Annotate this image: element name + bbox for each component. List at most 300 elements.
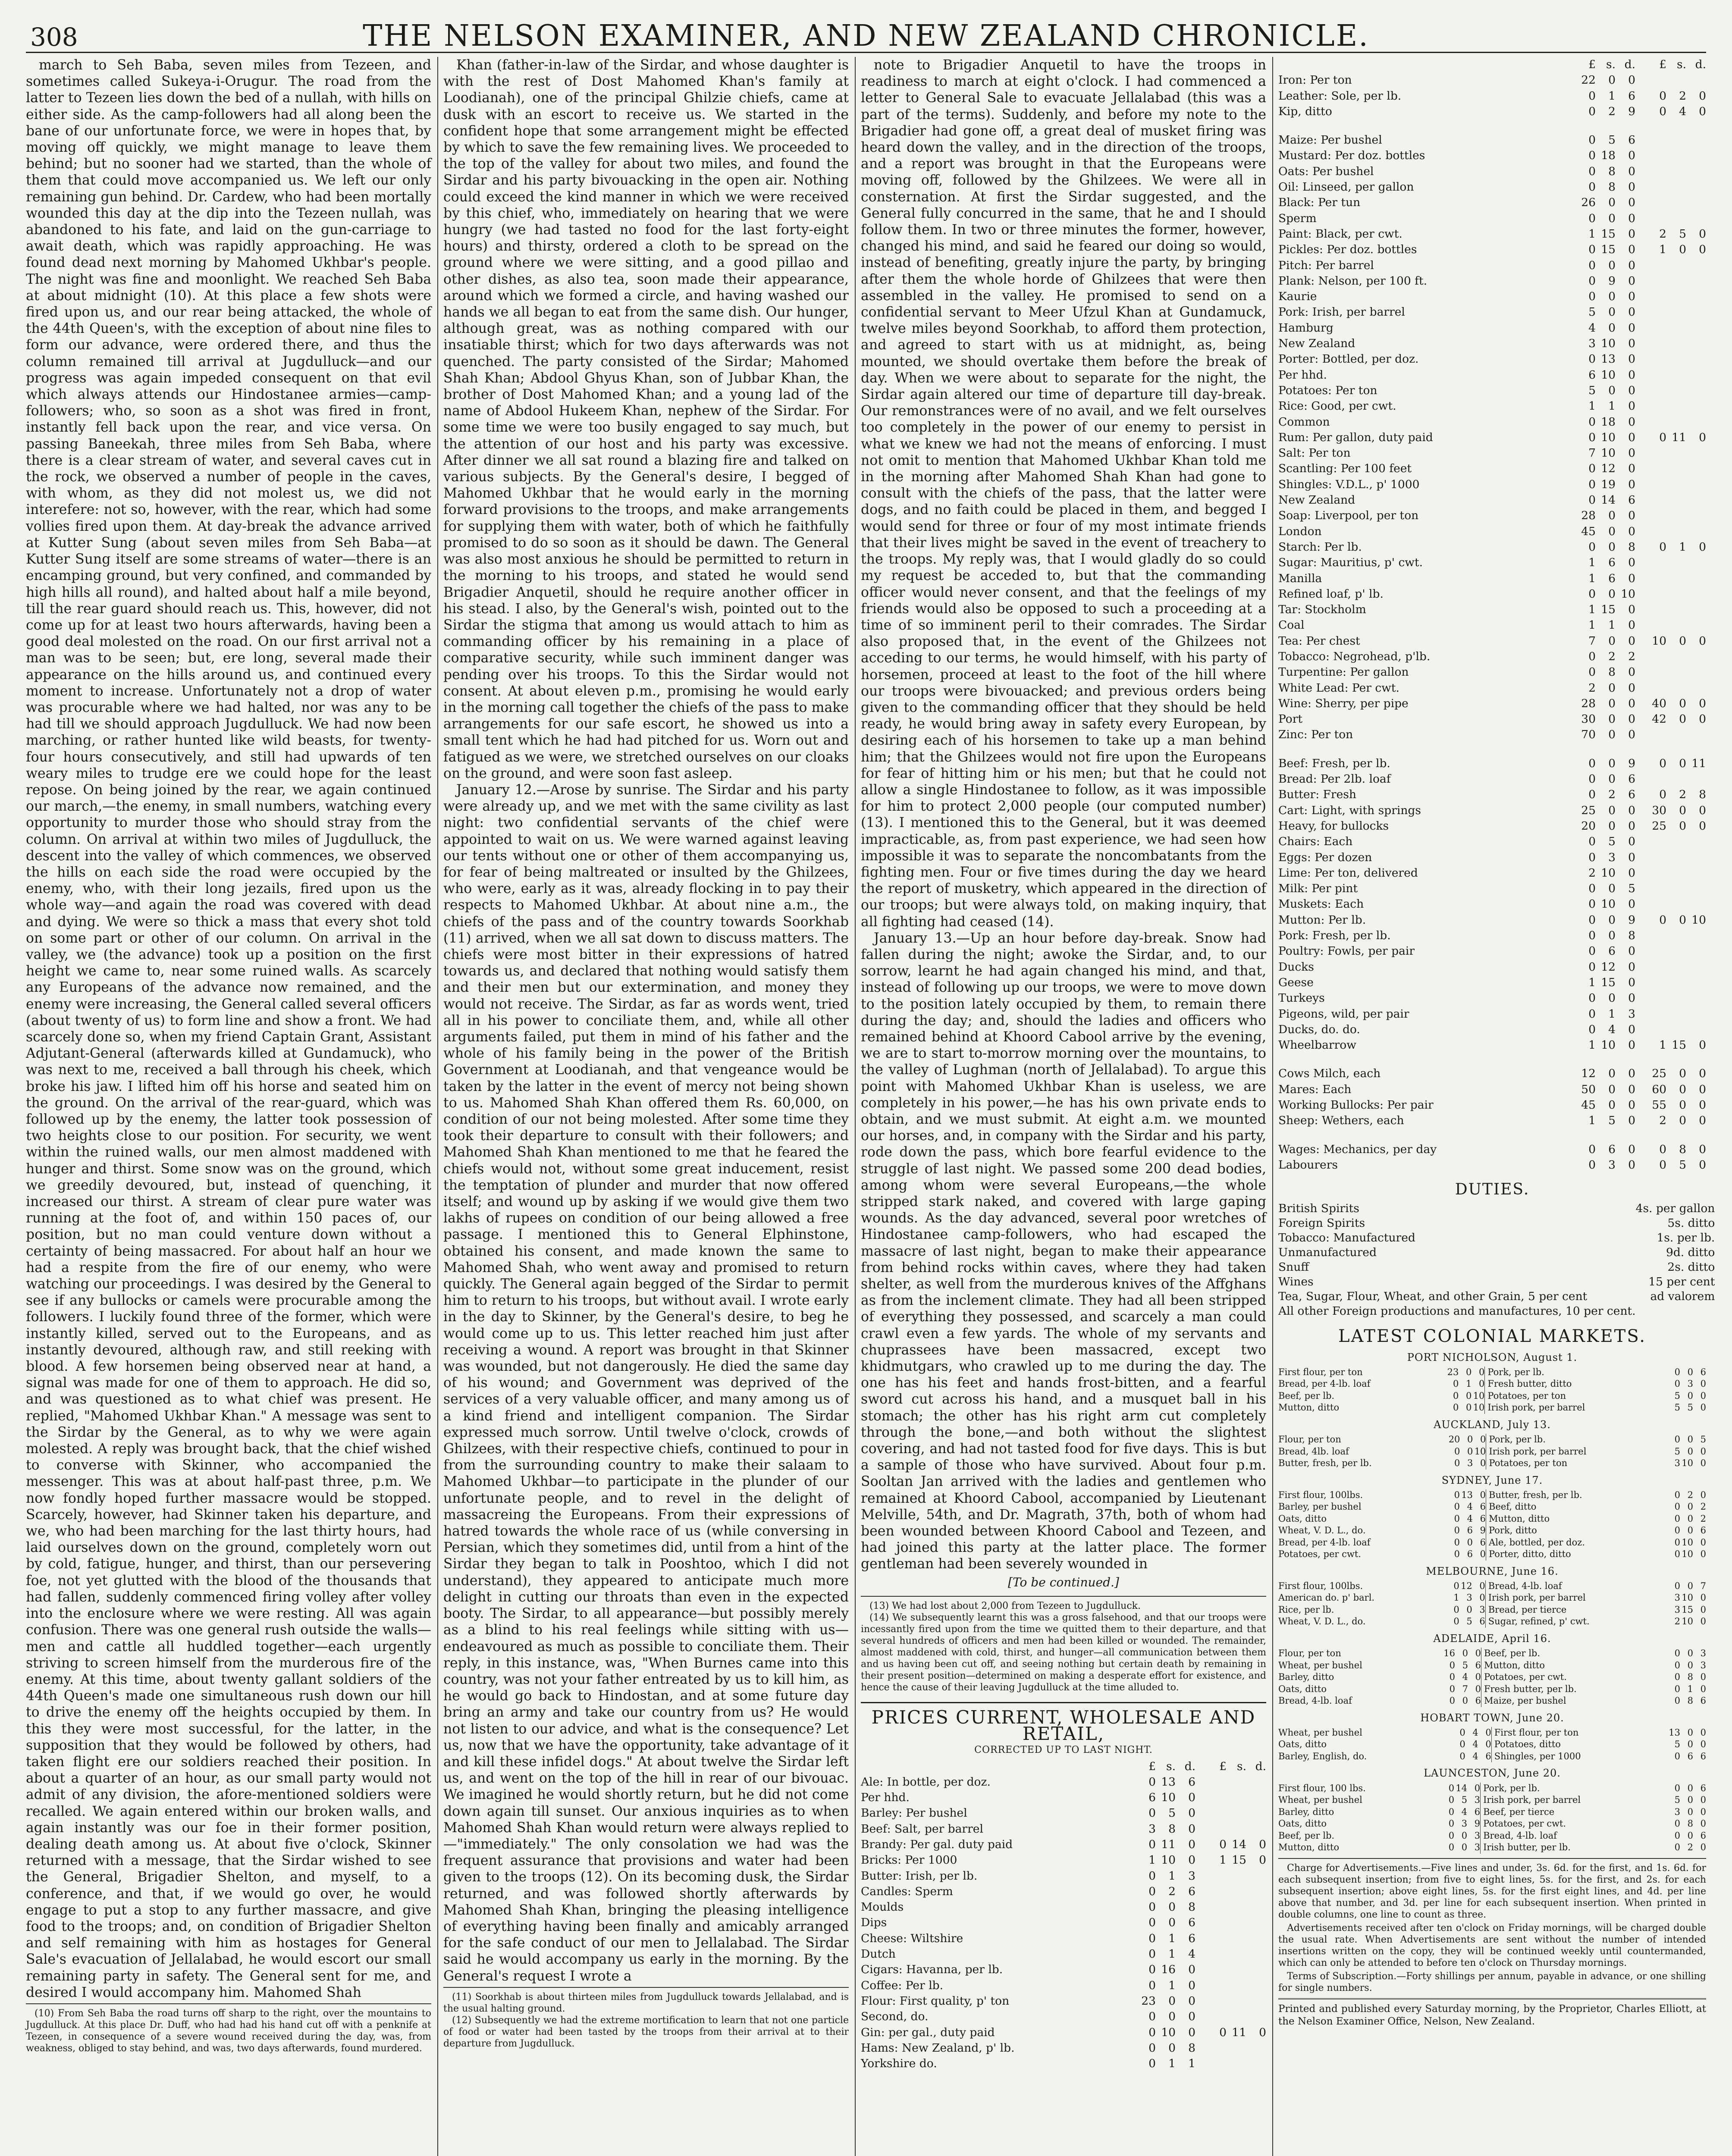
gap [1635,1142,1647,1157]
price-cell: 0 [1588,587,1596,601]
item-label: Working Bullocks: Per pair [1278,1098,1434,1112]
price-cell: 0 [1608,321,1616,335]
price-cell: 0 [1674,1672,1680,1683]
gap [1195,1931,1207,1946]
price-cell [1686,461,1706,476]
price-cell: 3 [1467,1458,1473,1468]
item-label: Soap: Liverpool, per ton [1278,509,1419,523]
price-cell [1686,336,1706,351]
item-label: Geese [1278,975,1314,989]
price-cell [1647,602,1666,617]
table-row [1278,508,1706,523]
price-cell [1647,771,1666,787]
price-cell: 45 [1581,1098,1596,1112]
price-cell: 11 [1232,2025,1246,2039]
price-cell [1666,602,1686,617]
price-cell [1647,959,1666,975]
price-cell [1686,664,1706,680]
item-label: Cart: Light, with springs [1278,803,1421,817]
price-cell: 0 [1448,1818,1455,1829]
gap [1195,1805,1207,1821]
price-cell: 5 [1588,383,1596,397]
item-label: Tobacco: Negrohead, p'lb. [1278,649,1431,663]
item-label: Wheat, V. D. L., do. [1278,1616,1366,1627]
price-cell: 1 [1588,556,1596,570]
gap [1635,351,1647,367]
table-row [1278,818,1706,834]
table-row [1278,1592,1706,1604]
advertising-terms [1278,1858,1706,1994]
price-cell: 1 [1588,975,1596,989]
price-cell [1207,1868,1227,1884]
price-cell [1647,398,1666,414]
price-cell [1246,1931,1266,1946]
table-row [1278,1097,1706,1113]
price-cell: 0 [1659,104,1666,118]
price-cell [1246,1978,1266,1993]
price-cell: 5 [1700,1434,1706,1445]
price-cell: 0 [1588,89,1596,103]
gap [1635,818,1647,834]
price-cell: 0 [1699,1067,1706,1081]
gap [1195,1837,1207,1852]
item-label: Manilla [1278,571,1322,585]
price-cell [1647,445,1666,461]
price-cell [1647,571,1666,586]
table-row [861,1978,1266,1993]
item-label: Mutton: Per lb. [1278,913,1366,927]
item-label: New Zealand [1278,493,1355,507]
price-cell: 12 [1601,462,1616,476]
table-row [1278,1022,1706,1037]
item-label: Tea: Per chest [1278,634,1360,648]
prices-subtitle: CORRECTED UP TO LAST NIGHT. [974,1745,1153,1756]
table-row [1278,1842,1706,1854]
price-cell: 0 [1480,1458,1486,1468]
item-label: Barley, ditto [1278,1806,1334,1817]
item-label: Irish pork, per barrel [1486,1446,1667,1458]
price-cell: 0 [1699,1158,1706,1172]
price-cell: 5 [1588,305,1596,319]
price-cell [1666,119,1686,132]
price-cell: 0 [1608,1098,1616,1112]
table-row [1278,148,1706,163]
table-row [1278,1275,1715,1289]
price-cell [1647,508,1666,523]
price-cell: 0 [1188,1963,1195,1977]
item-label: Wheat, per bushel [1278,1660,1362,1670]
price-cell: 3 [1687,1379,1693,1389]
price-cell: 0 [1588,180,1596,194]
table-row [1278,850,1706,865]
price-cell [1576,743,1596,756]
price-cell [1647,304,1666,320]
price-cell [1576,1129,1596,1142]
price-cell: 0 [1674,1695,1680,1706]
price-cell: 0 [1628,960,1635,974]
price-cell: 20 [1448,1434,1460,1445]
price-cell: 0 [1700,1683,1706,1694]
price-cell: 0 [1459,1739,1465,1750]
table-row [861,2040,1266,2056]
price-cell: 15 [1601,603,1616,617]
item-label: Wages: Mechanics, per day [1278,1142,1437,1156]
price-cell: 0 [1628,180,1635,194]
gap [1635,680,1647,696]
price-cell: 1 [1608,618,1616,632]
price-cell: 0 [1608,509,1616,523]
item-label: Irish butter, per lb. [1481,1842,1667,1854]
item-label: Bread: Per 2lb. loaf [1278,772,1391,786]
price-cell: 0 [1699,243,1706,257]
price-cell [1207,1962,1227,1977]
price-cell: 0 [1700,1592,1706,1603]
price-cell [1686,571,1706,586]
item-label: Flour, per ton [1278,1648,1341,1659]
price-cell [1647,1053,1666,1066]
item-label: Coal [1278,618,1305,632]
price-cell: 0 [1608,305,1616,319]
price-cell: 0 [1588,897,1596,911]
price-cell [1686,258,1706,273]
price-cell: 0 [1700,1549,1706,1560]
price-cell: 1 [1588,618,1596,632]
price-cell: 0 [1449,1695,1455,1706]
table-row [1278,771,1706,787]
price-cell: 8 [1608,180,1616,194]
table-row [1278,1537,1706,1549]
price-cell: 0 [1628,321,1635,335]
price-cell: 3 [1474,1795,1481,1805]
price-cell: 0 [1628,227,1635,241]
price-cell [1207,1774,1227,1790]
price-cell: 6 [1628,788,1635,802]
price-cell: 2 [1659,1114,1666,1128]
price-cell: 8 [1628,540,1635,554]
price-cell: 4 [1467,1501,1473,1512]
price-cell [1686,72,1706,88]
price-cell [1647,148,1666,163]
table-row [861,1852,1266,1868]
price-cell: 0 [1148,1963,1156,1977]
item-label [1278,743,1576,756]
gap [1635,242,1647,257]
price-cell [1227,1774,1246,1790]
price-cell: 0 [1454,1537,1460,1548]
advert-paragraph: Terms of Subscription.—Forty shillings per annum, payable in advance, or one shilling for single numbers. [1278,1971,1706,1993]
price-cell: 5 [1674,1446,1680,1457]
price-cell: 0 [1699,104,1706,118]
gap [1635,367,1647,383]
price-cell: 0 [1608,819,1616,833]
price-cell: 15 [1232,1853,1246,1867]
price-cell [1686,680,1706,696]
price-cell: 9 [1628,104,1635,118]
price-cell: 0 [1608,803,1616,817]
item-label: Sheep: Wethers, each [1278,1114,1404,1128]
price-cell [1647,289,1666,304]
price-cell [1647,383,1666,398]
price-cell [1666,273,1686,289]
gap [1635,195,1647,210]
gap [1635,104,1647,119]
table-row [1278,1604,1706,1616]
price-cell: 0 [1588,164,1596,178]
table-row [1278,524,1706,539]
price-cell: 10 [1601,337,1616,351]
gap [1635,881,1647,896]
item-label: Bread, 4-lb. loaf [1481,1830,1667,1842]
table-row [1278,273,1706,289]
price-cell [1686,896,1706,912]
table-row [1278,1446,1706,1458]
price-cell: 3 [1588,337,1596,351]
price-cell [1227,1978,1246,1993]
footnotes [861,1596,1266,1693]
price-cell: 11 [1691,756,1706,770]
gap [1195,1993,1207,2009]
item-label: Beef, per lb. [1481,1648,1667,1660]
price-cell: 6 [1628,772,1635,786]
price-cell: 0 [1628,696,1635,710]
price-cell: 0 [1148,1837,1156,1851]
price-cell [1666,896,1686,912]
price-cell: 0 [1679,1114,1686,1128]
price-cell: 2 [1588,866,1596,880]
price-cell: 8 [1608,164,1616,178]
price-cell [1647,1129,1666,1142]
item-label: Per hhd. [1278,368,1327,382]
gap [1635,1066,1647,1081]
price-cell: 0 [1674,1513,1680,1524]
gap [1635,990,1647,1006]
price-cell: 0 [1448,1842,1455,1853]
table-row [1278,1304,1715,1319]
gap [1195,1868,1207,1884]
price-cell: 25 [1652,819,1666,833]
table-row [1278,304,1706,320]
table-row [1278,787,1706,802]
price-cell: 6 [1687,1751,1693,1761]
price-cell: 0 [1628,73,1635,87]
price-cell: 0 [1219,1837,1227,1851]
gap [1195,2009,1207,2024]
price-cell: 0 [1188,1791,1195,1805]
price-cell: 6 [1188,1916,1195,1930]
gap [1635,445,1647,461]
item-label: Flour: First quality, p' ton [861,1994,1010,2008]
item-label: Sugar: Mauritius, p' cwt. [1278,556,1423,570]
duty-item: Unmanufactured [1278,1246,1377,1260]
table-row [1278,461,1706,476]
item-label: Irish pork, per barrel [1485,1592,1667,1604]
price-cell: 0 [1479,1366,1485,1377]
column-4 [1278,57,1715,2156]
price-cell: 0 [1628,477,1635,491]
price-cell: 10 [1601,446,1616,460]
table-row [1278,1201,1715,1216]
table-row [1278,195,1706,210]
price-cell [1686,508,1706,523]
price-cell: 0 [1699,430,1706,444]
price-cell: 1 [1588,227,1596,241]
price-cell: 0 [1608,913,1616,927]
price-cell [1666,477,1686,492]
table-row [861,1805,1266,1821]
table-row [1278,242,1706,257]
price-cell [1666,508,1686,523]
footnote: (11) Soorkhab is about thirteen miles from Jugdulluck towards Jellalabad, and is the usual halting ground. [443,1991,849,2014]
price-cell: 9 [1628,756,1635,770]
price-cell: 0 [1466,1390,1472,1401]
price-cell: 4 [1472,1727,1478,1738]
price-cell: 0 [1674,1842,1680,1853]
item-label: Bread, per tierce [1485,1604,1667,1616]
table-row [1278,367,1706,383]
gap [1635,571,1647,586]
price-cell: 0 [1259,1853,1266,1867]
price-cell: 0 [1628,819,1635,833]
gap [1635,398,1647,414]
price-cell: 3 [1466,1592,1472,1603]
table-row [1278,1289,1715,1304]
price-cell: 5 [1608,133,1616,147]
price-cell: 0 [1687,1501,1693,1512]
duty-item: Tobacco: Manufactured [1278,1231,1415,1245]
price-cell: 0 [1700,1446,1706,1457]
price-cell [1686,179,1706,195]
item-label: Starch: Per lb. [1278,540,1362,554]
price-cell [1246,2009,1266,2024]
price-cell [1666,743,1686,756]
table-row [1278,928,1706,943]
price-cell [1666,164,1686,179]
price-cell: 5 [1461,1795,1468,1805]
gap [1635,865,1647,881]
price-cell: 0 [1608,290,1616,304]
price-cell: 6 [1480,1501,1486,1512]
item-label: Oats, ditto [1278,1739,1327,1750]
gap [1195,2040,1207,2056]
price-cell: 0 [1628,524,1635,538]
price-cell: 0 [1687,1727,1693,1738]
table-row [1278,1378,1706,1390]
price-cell: 0 [1608,524,1616,538]
price-cell: 0 [1608,1067,1616,1081]
price-cell: 0 [1148,1775,1156,1789]
price-cell: 3 [1700,1648,1706,1659]
price-cell: 0 [1588,835,1596,849]
price-cell [1666,865,1686,881]
price-cell [1686,975,1706,990]
price-cell [1666,492,1686,508]
price-cell [1227,2009,1246,2024]
price-cell: 0 [1628,352,1635,366]
gap [1635,1082,1647,1097]
price-cell: 6 [1608,571,1616,585]
price-cell [1227,1915,1246,1930]
price-cell: 0 [1588,352,1596,366]
price-cell: 0 [1699,1038,1706,1052]
price-cell: 4 [1461,1806,1468,1817]
item-label: Potatoes, per ton [1485,1390,1667,1402]
price-cell: 10 [1682,1458,1693,1468]
price-cell: 0 [1687,1795,1693,1805]
price-cell: 0 [1148,1916,1156,1930]
price-cell: 6 [1700,1525,1706,1536]
price-cell [1647,555,1666,570]
price-cell [1207,1790,1227,1805]
market-table [1278,1783,1706,1854]
item-label: Maize: Per bushel [1278,133,1382,147]
price-cell: 0 [1588,149,1596,163]
price-cell: 0 [1687,1830,1693,1841]
price-cell: 1 [1588,571,1596,585]
price-cell [1227,1805,1246,1821]
item-label: Butter: Fresh [1278,788,1356,802]
table-row [1278,1245,1715,1260]
table-row [1278,1830,1706,1842]
price-cell: 0 [1608,772,1616,786]
price-cell: 0 [1608,634,1616,648]
table-row [1278,602,1706,617]
item-label: Pork, per lb. [1486,1434,1667,1446]
item-label: Bread, 4-lb. loaf [1485,1580,1667,1592]
table-row [1278,1727,1706,1739]
price-cell [1686,289,1706,304]
item-label: Potatoes, per cwt. [1481,1671,1667,1683]
table-row [1278,711,1706,727]
to-be-continued: [To be continued.] [1008,1575,1119,1589]
price-cell: 8 [1687,1818,1693,1829]
price-cell: 0 [1148,1900,1156,1914]
duty-rate: 4s. per gallon [1635,1202,1715,1216]
price-cell: 6 [1467,1549,1473,1560]
price-cell: 0 [1608,712,1616,726]
price-cell: 0 [1588,415,1596,429]
column-rule [855,57,856,2156]
price-cell: 0 [1628,991,1635,1005]
table-row [1278,119,1706,132]
price-cell: 14 [1232,1837,1246,1851]
price-cell: 2 [1168,1884,1176,1898]
markets-list [1278,1349,1706,1854]
price-cell [1207,1821,1227,1837]
price-cell [1686,524,1706,539]
price-cell: 0 [1687,1806,1693,1817]
item-label: Leather: Sole, per lb. [1278,89,1402,103]
price-cell: 10 [1161,1791,1176,1805]
price-cell [1647,943,1666,959]
table-row [1278,430,1706,445]
price-cell: 5 [1679,1158,1686,1172]
price-cell: 0 [1453,1379,1459,1389]
price-cell [1666,320,1686,336]
price-cell: 9 [1628,913,1635,927]
price-cell: 0 [1219,2025,1227,2039]
gap [1195,2025,1207,2040]
price-cell: 1 [1608,1007,1616,1021]
price-cell: 15 [1682,1604,1693,1615]
price-cell: 5 [1466,1616,1472,1627]
price-cell [1616,119,1635,132]
item-label: Oats: Per bushel [1278,164,1374,178]
table-row [1278,1066,1706,1081]
price-cell [1686,351,1706,367]
item-label: Sperm [1278,211,1317,225]
paragraph: Khan (father-in-law of the Sirdar, and whose daughter is with the rest of Dost Mahomed Khan's family at Loodianah), one of the principal Ghilzie chiefs, came at dusk with an escort to receive us. We started in the confident hope that some arrangement might be effected by which to save the few remaining lives. We proceeded to the top of the valley for about two miles, and found the Sirdar and his party bivouacking in the open air. Nothing could exceed the kind manner in which we were received by this chief, who, immediately on hearing that we were hungry (we had tasted no food for the last forty-eight hours) and thirsty, ordered a cloth to be spread on the ground where we were sitting, and a good pillao and other dishes, as also tea, soon made their appearance, around which we formed a circle, and having washed our hands we all began to eat from the same dish. Our hunger, although great, was as nothing compared with our insatiable thirst; which for two days afterwards was not quenched. The party consisted of the Sirdar; Mahomed Shah Khan; Abdool Ghyus Khan, son of Jubbar Khan, the brother of Dost Mahomed Khan; and a young lad of the name of Abdool Hukeem Khan, nephew of the Sirdar. For some time we were too busily engaged to say much, but the attention of our host and his party was excessive. After dinner we all sat round a blazing fire and talked on various subjects. By the General's desire, I begged of Mahomed Ukhbar that he would early in the morning forward provisions to the troops, and make arrangements for supplying them with water, both of which he faithfully promised to do so soon as it should be dawn. The General was also most anxious he should be permitted to return in the morning to his troops, and stated he would send Brigadier Anquetil, should he require another officer in his stead. I also, by the General's wish, pointed out to the Sirdar the stigma that among us would attach to him as commanding officer by his remaining in a place of comparative security, while such imminent danger was pending over his troops. To this the Sirdar would not consent. At about eleven p.m., promising he would early in the morning call together the chiefs of the pass to make arrangements for our safe escort, he showed us into a small tent which he had had pitched for us. Worn out and fatigued as we were, we stretched ourselves on our cloaks on the ground, and were soon fast asleep. [443,57,849,781]
duty-rate: 5s. ditto [1667,1216,1715,1230]
